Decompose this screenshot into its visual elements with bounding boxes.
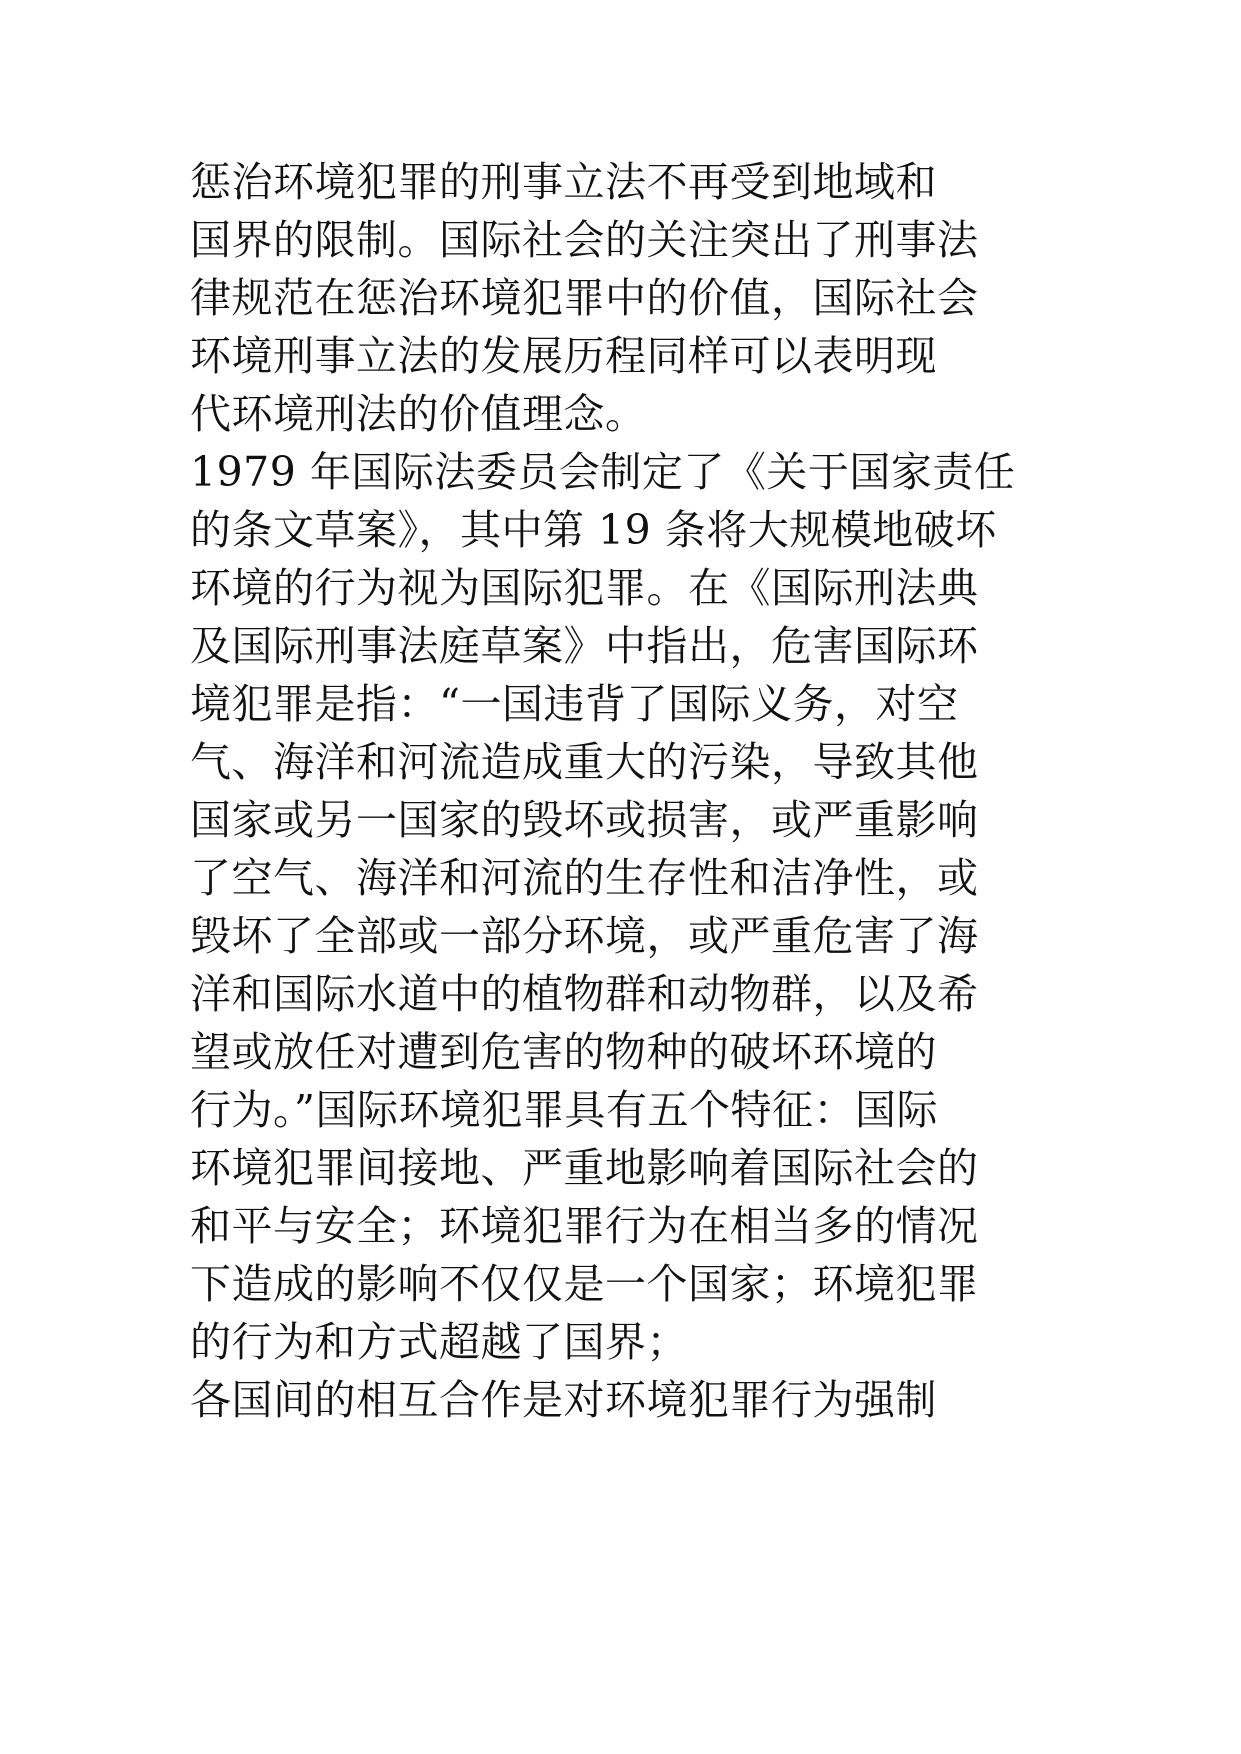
text-line: 了空气、海洋和河流的生存性和洁净性，或 — [190, 854, 979, 902]
text-line: 律规范在惩治环境犯罪中的价值，国际社会 — [190, 274, 979, 322]
text-line: 洋和国际水道中的植物群和动物群，以及希 — [190, 970, 979, 1018]
text-line: 国界的限制。国际社会的关注突出了刑事法 — [190, 216, 979, 264]
text-line: 的行为和方式超越了国界； — [190, 1318, 688, 1366]
text-line: 国家或另一国家的毁坏或损害，或严重影响 — [190, 796, 979, 844]
text-line: 环境刑事立法的发展历程同样可以表明现 — [190, 332, 937, 380]
text-line: 环境的行为视为国际犯罪。在《国际刑法典 — [190, 564, 979, 612]
text-line: 下造成的影响不仅仅是一个国家；环境犯罪 — [190, 1260, 979, 1308]
text-line: 的条文草案》，其中第 19 条将大规模地破坏 — [190, 506, 997, 554]
text-line: 环境犯罪间接地、严重地影响着国际社会的 — [190, 1144, 979, 1192]
text-line: 和平与安全；环境犯罪行为在相当多的情况 — [190, 1202, 979, 1250]
text-line: 毁坏了全部或一部分环境，或严重危害了海 — [190, 912, 979, 960]
text-line: 境犯罪是指：“一国违背了国际义务，对空 — [190, 680, 959, 728]
text-line: 各国间的相互合作是对环境犯罪行为强制 — [190, 1376, 937, 1424]
text-line: 1979 年国际法委员会制定了《关于国家责任 — [190, 448, 1016, 496]
text-line: 代环境刑法的价值理念。 — [190, 390, 647, 438]
text-line: 气、海洋和河流造成重大的污染，导致其他 — [190, 738, 979, 786]
text-line: 望或放任对遭到危害的物种的破坏环境的 — [190, 1028, 937, 1076]
text-line: 及国际刑事法庭草案》中指出，危害国际环 — [190, 622, 979, 670]
text-line: 行为。”国际环境犯罪具有五个特征：国际 — [190, 1086, 938, 1134]
body-text — [190, 153, 1070, 1429]
text-line: 惩治环境犯罪的刑事立法不再受到地域和 — [190, 158, 937, 206]
